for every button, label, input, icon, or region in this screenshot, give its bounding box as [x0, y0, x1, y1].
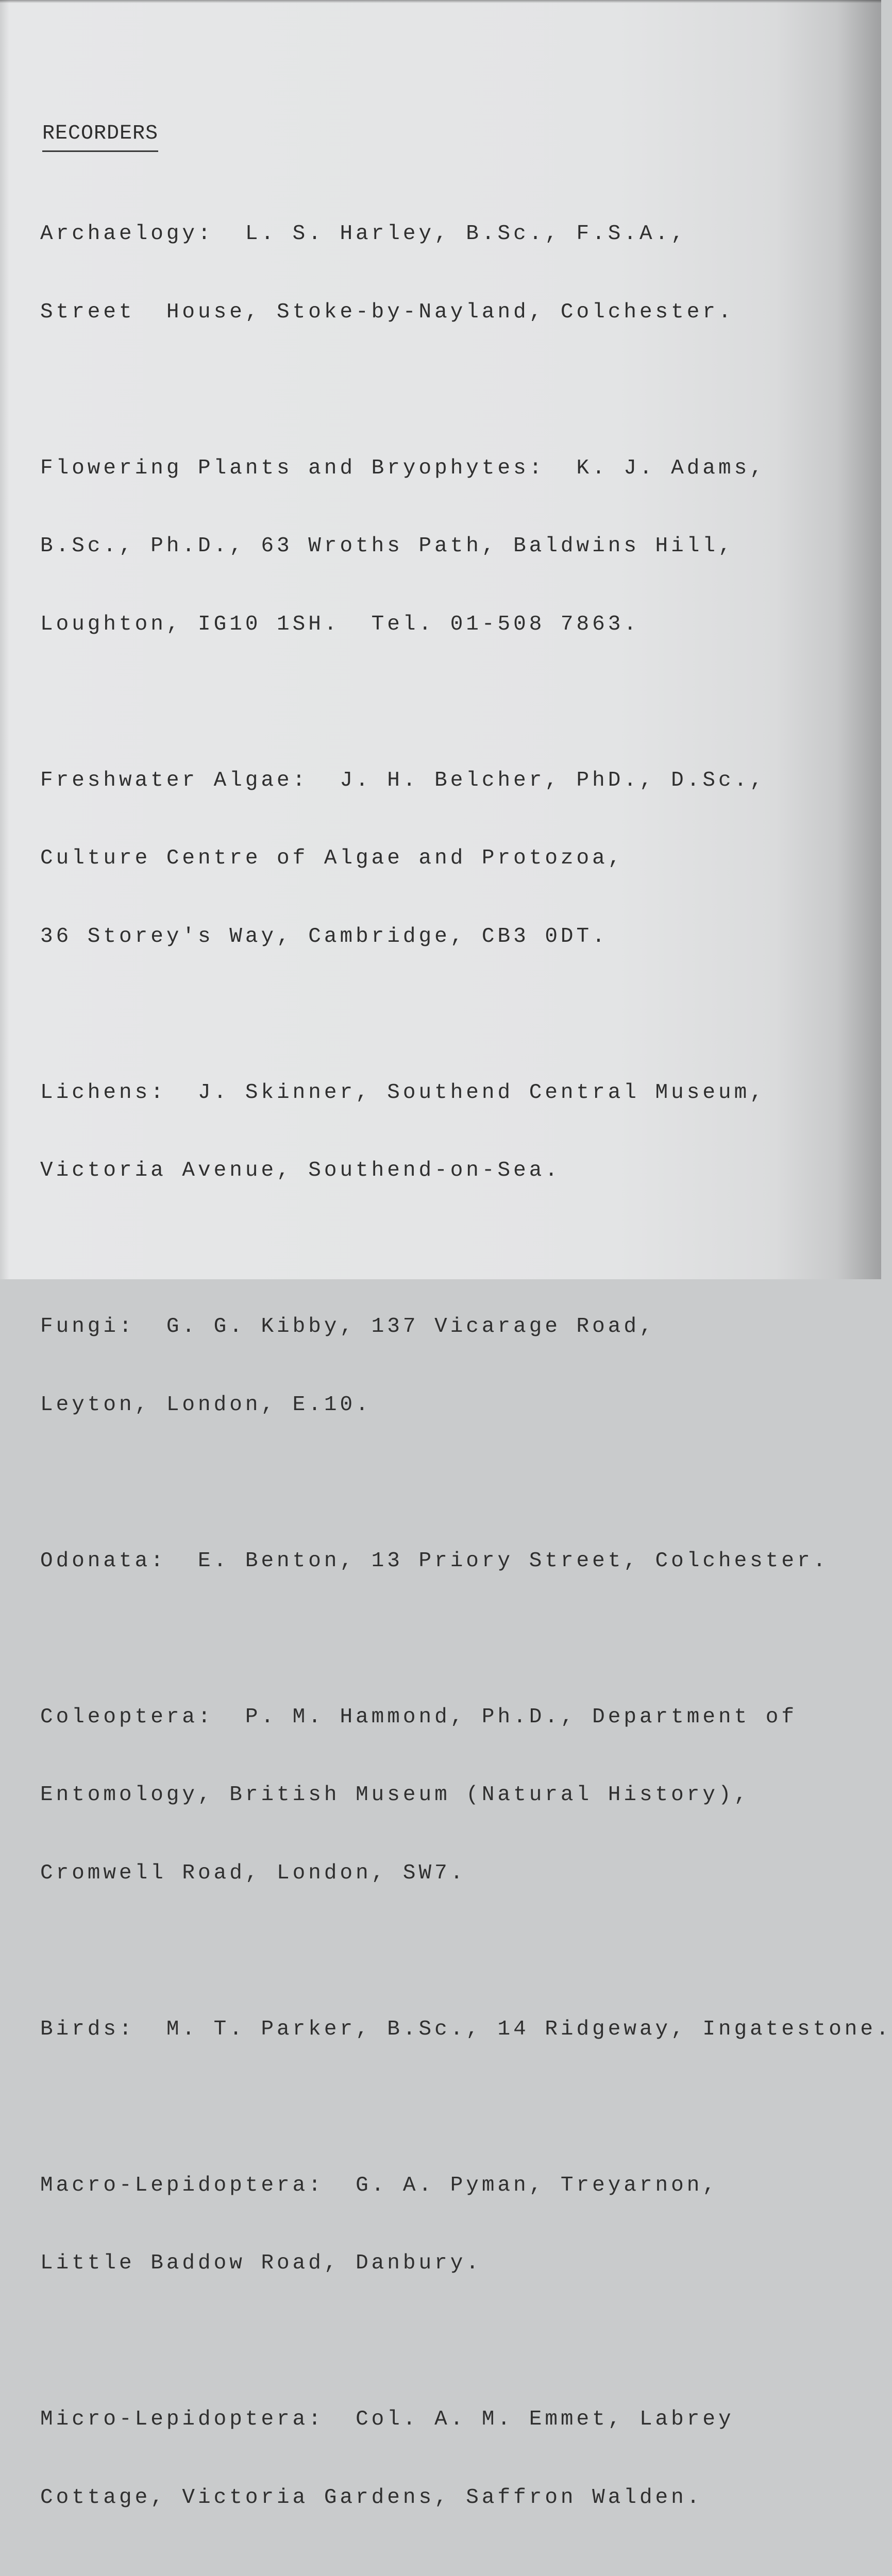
recorder-entry-macro-lepidoptera — [40, 2121, 875, 2329]
recorders-list — [40, 169, 892, 2576]
entry-line: Archaelogy: L. S. Harley, B.Sc., F.S.A., — [40, 222, 687, 246]
entry-line: Micro-Lepidoptera: Col. A. M. Emmet, Labrey — [40, 2408, 734, 2431]
page-heading: RECORDERS — [42, 122, 158, 152]
recorder-entry-coleoptera — [40, 1652, 875, 1939]
entry-line: Cottage, Victoria Gardens, Saffron Walden. — [40, 2485, 703, 2510]
entry-line: Birds: M. T. Parker, B.Sc., 14 Ridgeway, Ingatestone. — [40, 2017, 892, 2041]
entry-line: Street House, Stoke-by-Nayland, Colchester. — [40, 300, 734, 324]
entry-line: Little Baddow Road, Danbury. — [40, 2251, 482, 2275]
recorder-entry-freshwater-algae — [40, 716, 875, 1002]
entry-line: 36 Storey's Way, Cambridge, CB3 0DT. — [40, 924, 608, 948]
entry-line: Entomology, British Museum (Natural History), — [40, 1783, 750, 1807]
entry-line: Odonata: E. Benton, 13 Priory Street, Colchester. — [40, 1549, 829, 1573]
entry-line: Freshwater Algae: J. H. Belcher, PhD., D.Sc., — [40, 768, 766, 792]
recorder-entry-odonata — [40, 1496, 875, 1626]
entry-line: B.Sc., Ph.D., 63 Wroths Path, Baldwins Hill, — [40, 534, 734, 558]
recorder-entry-lichens — [40, 1028, 875, 1236]
entry-line: Fungi: G. G. Kibby, 137 Vicarage Road, — [40, 1315, 655, 1338]
entry-line: Victoria Avenue, Southend-on-Sea. — [40, 1159, 561, 1182]
entry-line: Leyton, London, E.10. — [40, 1393, 372, 1417]
entry-line: Macro-Lepidoptera: G. A. Pyman, Treyarnon, — [40, 2173, 718, 2197]
recorder-entry-flowering-plants — [40, 403, 875, 690]
recorder-entry-micro-lepidoptera — [40, 2354, 875, 2563]
recorder-entry-fungi — [40, 1262, 875, 1470]
entry-line: Lichens: J. Skinner, Southend Central Museum, — [40, 1080, 766, 1105]
entry-line: Flowering Plants and Bryophytes: K. J. Adams, — [40, 456, 766, 480]
recorder-entry-archaeology — [40, 169, 875, 377]
entry-line: Loughton, IG10 1SH. Tel. 01-508 7863. — [40, 612, 639, 636]
entry-line: Culture Centre of Algae and Protozoa, — [40, 846, 624, 870]
recorder-entry-birds — [40, 1964, 892, 2095]
entry-line: Coleoptera: P. M. Hammond, Ph.D., Department of — [40, 1705, 797, 1729]
entry-line: Cromwell Road, London, SW7. — [40, 1861, 466, 1885]
